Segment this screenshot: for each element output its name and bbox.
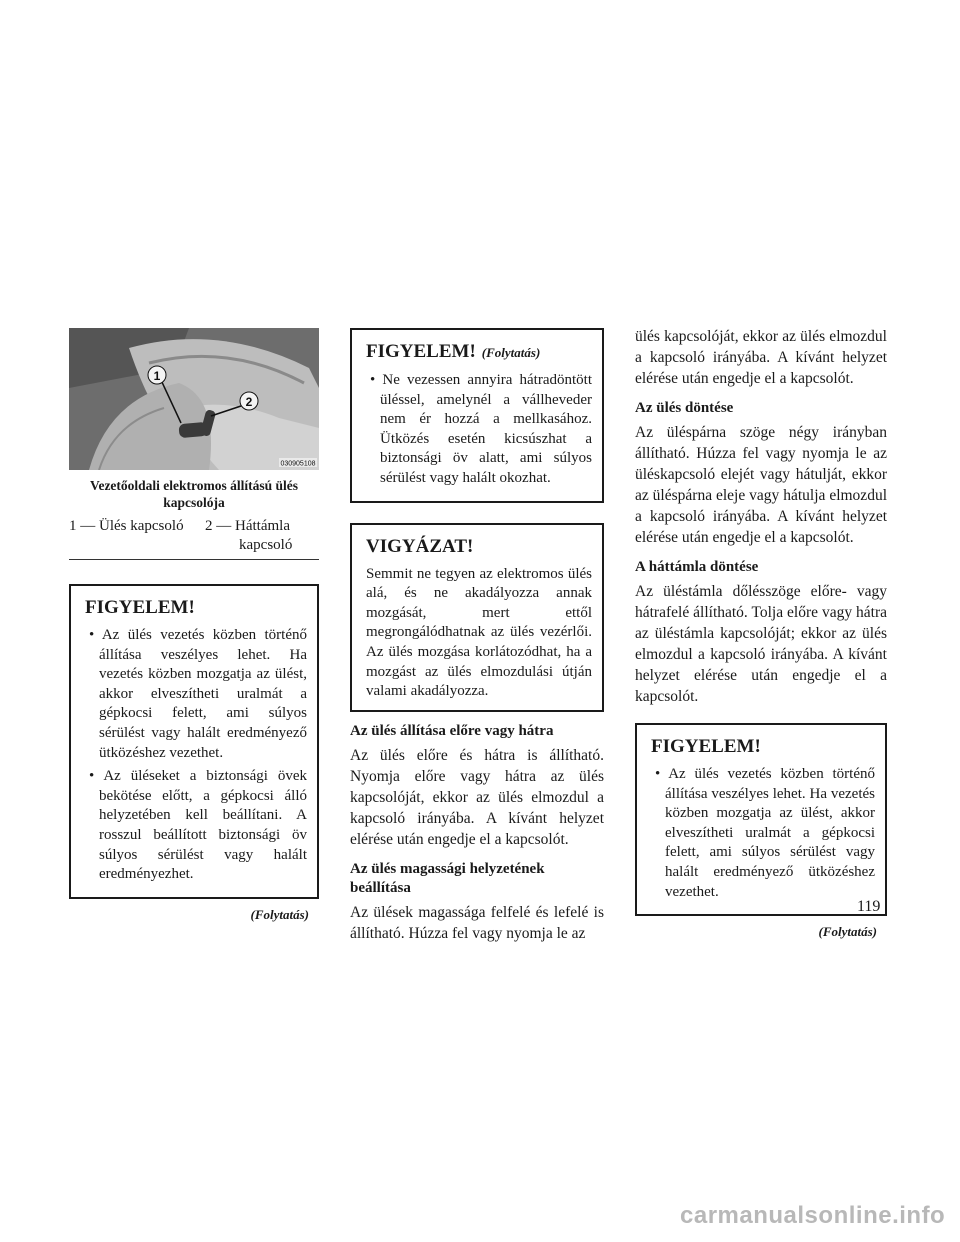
warning-bullet: • Az ülés vezetés közben történő állítása veszélyes lehet. Ha vezetés közben mozgatja az ülést, akkor elveszítheti uralmát a gépkocsi felett, ami súlyos sérülést vagy halált eredményező ütközéshez vezethet. — [89, 627, 307, 761]
section-heading-height: Az ülés magassági helyzetének beállítása — [350, 860, 545, 896]
seat-switch-photo — [69, 328, 319, 470]
caution-text: Semmit ne tegyen az elektromos ülés alá, és ne akadályozza annak mozgását, mert ettől megrongálódhatnak az ülés vezérlői. Az ülés mozgása korlátozódhat, ha a mozgást az ülés elmozdulási útján valami akadályozza. — [366, 565, 592, 700]
warning-title: FIGYELEM! — [85, 597, 195, 618]
warning-title-text: FIGYELEM! — [366, 341, 476, 362]
section-text-recline: Az üléstámla dőlésszöge előre- vagy hátrafelé állítható. Tolja előre vagy hátra az üléstámla kapcsolóját; ekkor az ülés elmozdul a kapcsoló irányába. A kívánt helyzet elérése után engedje el a kapcsolót. — [635, 583, 887, 705]
section-text-height: Az ülések magassága felfelé és lefelé is állítható. Húzza fel vagy nyomja le az — [350, 903, 604, 942]
watermark: carmanualsonline.info — [680, 1202, 946, 1229]
column-1 — [69, 328, 319, 923]
caution-box — [350, 523, 604, 712]
figure-caption: Vezetőoldali elektromos állítású ülés kapcsolója — [89, 478, 299, 510]
section-text-forward: Az ülés előre és hátra is állítható. Nyomja előre vagy hátra az ülés kapcsolóját, ekkor az ülés elmozdul a kapcsoló irányába. A kívánt helyzet elérése után engedje el a kapcsolót. — [350, 746, 604, 848]
section-heading-forward: Az ülés állítása előre vagy hátra — [350, 722, 554, 739]
figure-legend — [69, 517, 319, 560]
section-text-tilt: Az üléspárna szöge négy irányban állítható. Húzza fel vagy nyomja le az üléskapcsoló elejét vagy hátulját, ekkor az üléspárna eleje vagy hátulja elmozdul a kapcsoló irányába. A kívánt helyzet elérése után engedje el a kapcsolót. — [635, 424, 887, 546]
warning-bullet: • Ne vezessen annyira hátradöntött üléssel, amelynél a vállheveder nem ér hozzá a mellkasához. Ütközés esetén kicsúszhat a biztonsági öv alatt, ami súlyos sérülést vagy halált okozhat. — [370, 372, 592, 486]
warning-box-3 — [635, 723, 887, 916]
section-text-height-continued: ülés kapcsolóját, ekkor az ülés elmozdul a kapcsoló irányába. A kívánt helyzet elérése után engedje el a kapcsolót. — [635, 328, 887, 387]
callout-2: 2 — [245, 395, 253, 409]
warning-bullet: • Az üléseket a biztonsági övek bekötése előtt, a gépkocsi álló helyzetében kell beállítani. A rosszul beállított biztonsági öv súlyos sérülést vagy halált eredményezhet. — [89, 768, 307, 883]
seat-illustration — [69, 328, 319, 470]
section-heading-tilt: Az ülés döntése — [635, 400, 734, 416]
column-3 — [635, 326, 887, 940]
continued-label: (Folytatás) — [250, 906, 309, 922]
legend-item-2-line1: 2 — Háttámla — [205, 518, 290, 534]
page-number: 119 — [857, 898, 881, 915]
caution-title: VIGYÁZAT! — [366, 535, 474, 557]
warning-title — [366, 340, 592, 365]
legend-item-2 — [205, 517, 319, 555]
image-code: 030905108 — [280, 460, 316, 468]
legend-item-2-line2: kapcsoló — [239, 537, 293, 553]
warning-title: FIGYELEM! — [651, 736, 761, 757]
warning-box-2 — [350, 328, 604, 503]
legend-item-1: 1 — Ülés kapcsoló — [69, 518, 184, 534]
continued-label: (Folytatás) — [818, 924, 877, 940]
warning-bullet: • Az ülés vezetés közben történő állítása veszélyes lehet. Ha vezetés közben mozgatja az ülést, akkor elveszítheti uralmát a gépkocsi felett, ami súlyos sérülést vagy halált eredményező ütközéshez vezethet. — [655, 766, 875, 900]
warning-title-continued: (Folytatás) — [481, 345, 541, 360]
callout-1: 1 — [153, 369, 161, 383]
warning-box-1 — [69, 584, 319, 899]
section-heading-recline: A háttámla döntése — [635, 559, 759, 575]
column-2 — [350, 328, 604, 950]
